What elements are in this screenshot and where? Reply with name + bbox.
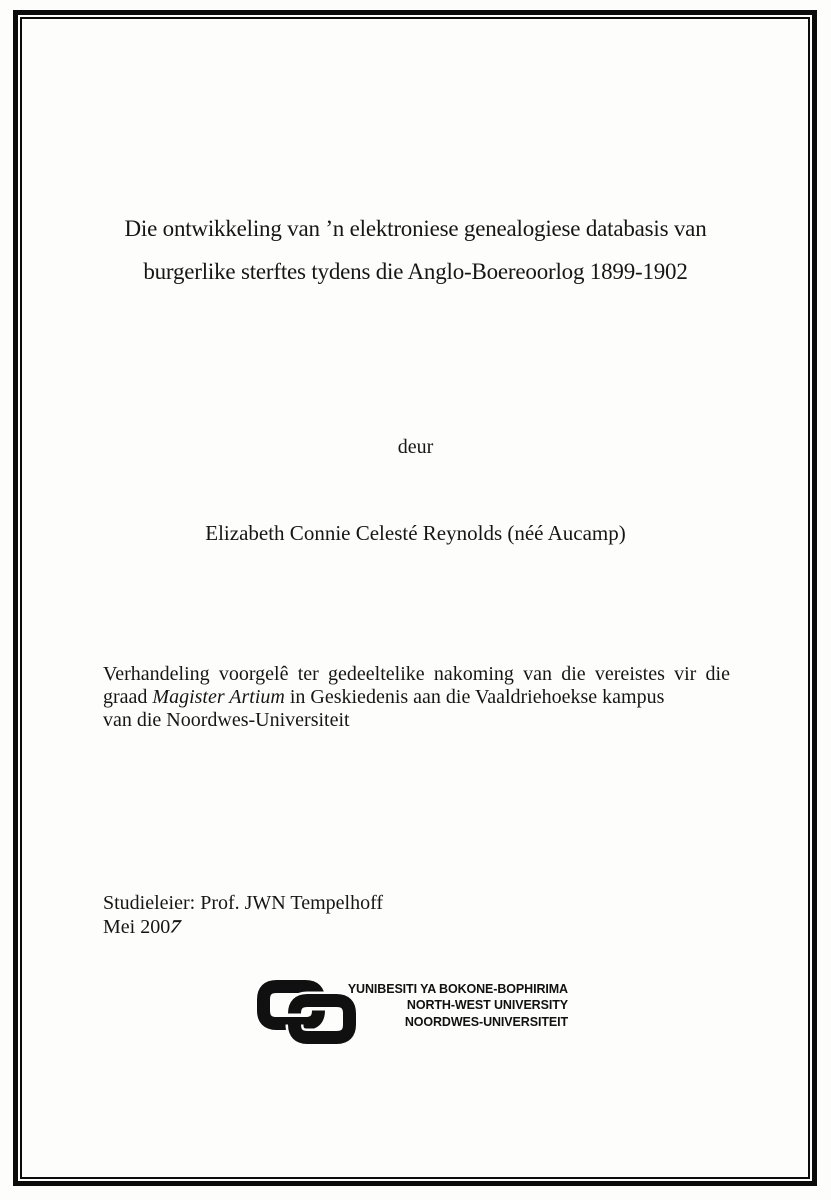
university-wordmark <box>318 981 568 1030</box>
thesis-title-line-1: Die ontwikkeling van ’n elektroniese genealogiese databasis van <box>124 216 707 241</box>
degree-name-italic: Magister Artium <box>152 686 285 708</box>
date-prefix: Mei 200 <box>103 915 171 938</box>
degree-statement-line-3: van die Noordwes-Universiteit <box>103 709 350 731</box>
degree-statement-line-1: Verhandeling voorgelê ter gedeeltelike nakoming van die vereistes vir die <box>103 663 730 685</box>
byline-label: deur <box>397 436 434 458</box>
degree-statement-line-2-post: in Geskiedenis aan die Vaaldriehoekse kampus <box>284 686 665 708</box>
university-name-afrikaans: NOORDWES-UNIVERSITEIT <box>404 1014 568 1029</box>
supervisor-line: Studieleier: Prof. JWN Tempelhoff <box>103 892 384 914</box>
university-name-english: NORTH-WEST UNIVERSITY <box>406 998 568 1013</box>
date-final-digit: 7 <box>167 916 184 937</box>
supervisor-and-date <box>103 892 383 939</box>
university-name-setswana: YUNIBESITI YA BOKONE-BOPHIRIMA <box>347 982 568 996</box>
author-name: Elizabeth Connie Celesté Reynolds (néé Aucamp) <box>205 521 626 545</box>
university-logo <box>255 978 575 1048</box>
thesis-title-line-2: burgerlike sterftes tydens die Anglo-Boereoorlog 1899-1902 <box>143 259 688 284</box>
degree-statement <box>103 663 730 732</box>
degree-statement-line-2-pre: graad <box>103 686 153 708</box>
date-line <box>103 916 383 940</box>
degree-statement-line-2 <box>103 686 730 709</box>
thesis-title <box>40 207 791 293</box>
